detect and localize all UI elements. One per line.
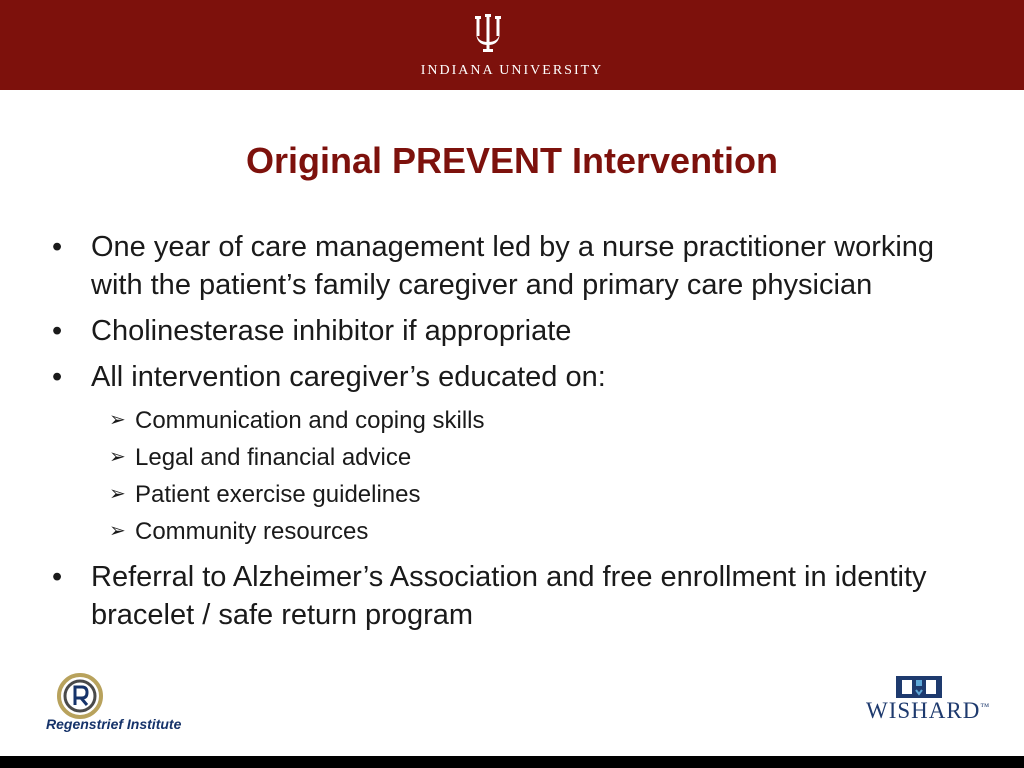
sub-bullet-item	[52, 439, 982, 476]
sub-bullet-text: Community resources	[135, 518, 369, 545]
bullet-glyph: •	[52, 561, 63, 593]
university-name: INDIANA UNIVERSITY	[420, 63, 604, 78]
arrow-bullet-icon: ➢	[109, 483, 126, 505]
bullet-text: All intervention caregiver’s educated on:	[91, 361, 606, 393]
arrow-bullet-icon: ➢	[109, 520, 126, 542]
bullet-item	[52, 312, 982, 350]
bullet-glyph: •	[52, 315, 63, 347]
bullet-glyph: •	[52, 231, 63, 263]
slide-title: Original PREVENT Intervention	[245, 140, 779, 181]
header-banner	[0, 0, 1024, 90]
bullet-text: Cholinesterase inhibitor if appropriate	[91, 315, 572, 347]
sub-bullet-item	[52, 402, 982, 439]
sub-bullet-list	[52, 402, 982, 550]
sub-bullet-text: Legal and financial advice	[135, 444, 412, 471]
iu-trident-icon	[472, 14, 504, 54]
wishard-logo-icon	[896, 676, 942, 698]
regenstrief-logo-text: Regenstrief Institute	[46, 716, 182, 732]
bullet-item	[52, 228, 982, 304]
wishard-logo-text: WISHARD™	[866, 698, 991, 723]
arrow-bullet-icon: ➢	[109, 409, 126, 431]
sub-bullet-text: Communication and coping skills	[135, 407, 485, 434]
bullet-list	[52, 228, 982, 642]
bullet-item	[52, 358, 982, 396]
bullet-item	[52, 558, 982, 634]
regenstrief-logo-icon	[56, 672, 104, 720]
sub-bullet-item	[52, 476, 982, 513]
bullet-text: Referral to Alzheimer’s Association and free enrollment in identity bracelet / safe return program	[91, 561, 927, 631]
bullet-text: One year of care management led by a nurse practitioner working with the patient’s family caregiver and primary care physician	[91, 231, 935, 301]
footer-bar	[0, 756, 1024, 768]
sub-bullet-text: Patient exercise guidelines	[135, 481, 421, 508]
bullet-glyph: •	[52, 361, 63, 393]
sub-bullet-item	[52, 513, 982, 550]
arrow-bullet-icon: ➢	[109, 446, 126, 468]
